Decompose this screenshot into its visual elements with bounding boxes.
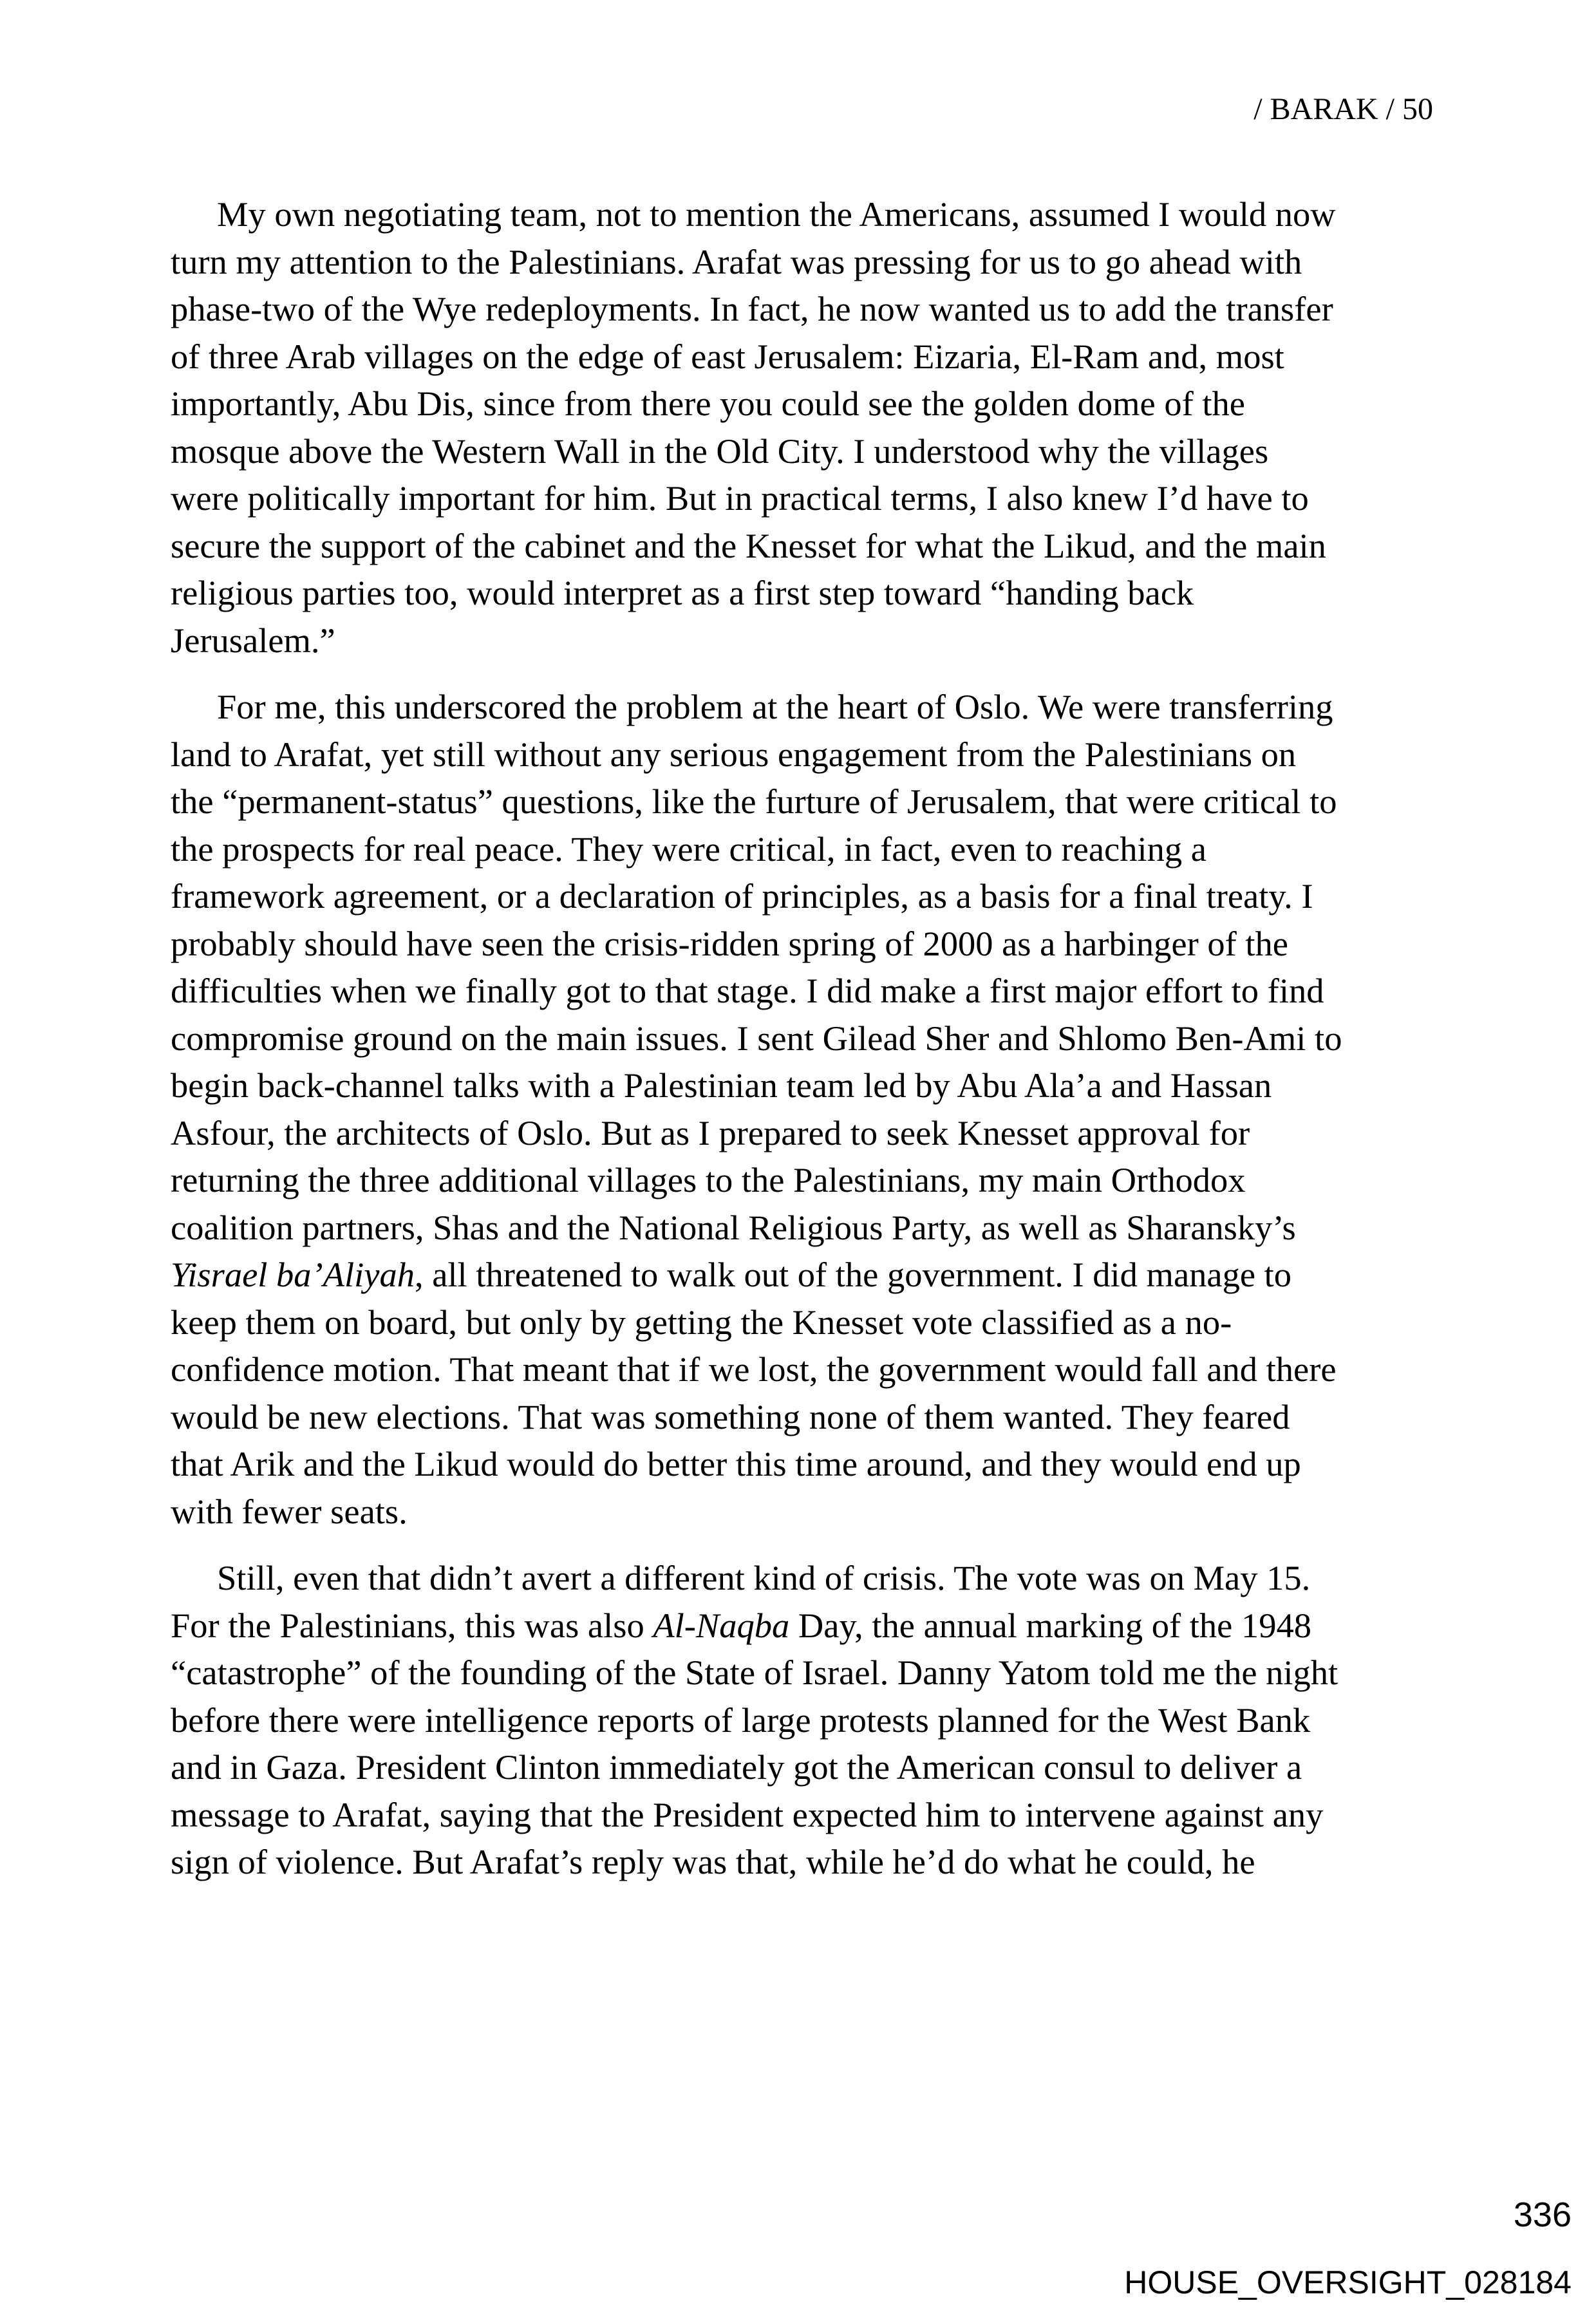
text-line [171,522,1452,570]
text-segment: For the Palestinians, this was also [171,1605,653,1645]
text-line [171,1440,1452,1488]
text-line [171,920,1452,968]
text-segment: compromise ground on the main issues. I sent Gilead Sher and Shlomo Ben-Ami to [171,1018,1342,1058]
text-line [171,569,1452,617]
text-line [171,778,1452,825]
text-segment: confidence motion. That meant that if we lost, the government would fall and there [171,1349,1337,1389]
text-segment: framework agreement, or a declaration of principles, as a basis for a final treaty. I [171,876,1313,916]
text-segment: the prospects for real peace. They were critical, in fact, even to reaching a [171,829,1206,869]
text-segment: keep them on board, but only by getting the Knesset vote classified as a no- [171,1302,1232,1342]
text-segment: that Arik and the Likud would do better this time around, and they would end up [171,1444,1301,1483]
text-line [171,191,1452,238]
text-segment: begin back-channel talks with a Palestinian team led by Abu Ala’a and Hassan [171,1066,1272,1105]
text-segment: phase-two of the Wye redeployments. In fact, he now wanted us to add the transfer [171,289,1333,328]
text-line [171,1649,1452,1697]
text-segment: of three Arab villages on the edge of east Jerusalem: Eizaria, El-Ram and, most [171,336,1284,376]
text-segment: sign of violence. But Arafat’s reply was that, while he’d do what he could, he [171,1842,1255,1881]
text-segment: “catastrophe” of the founding of the State of Israel. Danny Yatom told me the night [171,1653,1338,1692]
page-number: 336 [1513,2195,1572,2234]
text-segment: Asfour, the architects of Oslo. But as I prepared to seek Knesset approval for [171,1113,1250,1152]
text-line [171,1109,1452,1157]
text-line [171,1156,1452,1204]
running-header: / BARAK / 50 [1253,92,1433,126]
text-segment: Day, the annual marking of the 1948 [789,1605,1311,1645]
text-segment: were politically important for him. But in practical terms, I also knew I’d have to [171,478,1309,518]
text-line [171,1554,1452,1602]
text-segment: importantly, Abu Dis, since from there you could see the golden dome of the [171,384,1245,423]
text-line [171,1838,1452,1886]
text-segment: message to Arafat, saying that the President expected him to intervene against any [171,1794,1324,1834]
text-line [171,285,1452,333]
italic-text: Yisrael ba’Aliyah [171,1255,415,1294]
text-segment: coalition partners, Shas and the National Religious Party, as well as Sharansky’s [171,1207,1296,1247]
text-segment: secure the support of the cabinet and the Knesset for what the Likud, and the main [171,525,1326,565]
italic-text: Al-Naqba [653,1605,790,1645]
text-segment: before there were intelligence reports of large protests planned for the West Bank [171,1700,1311,1740]
text-line [171,1204,1452,1252]
text-line [171,1744,1452,1791]
text-segment: religious parties too, would interpret as a first step toward “handing back [171,573,1194,612]
text-segment: returning the three additional villages to the Palestinians, my main Orthodox [171,1160,1246,1199]
text-line [171,428,1452,475]
text-segment: , all threatened to walk out of the government. I did manage to [414,1255,1292,1294]
text-line [171,1697,1452,1744]
text-segment: probably should have seen the crisis-ridden spring of 2000 as a harbinger of the [171,923,1288,963]
paragraph [171,683,1452,1535]
text-segment: For me, this underscored the problem at the heart of Oslo. We were transferring [217,687,1333,726]
text-segment: difficulties when we finally got to that stage. I did make a first major effort to find [171,971,1324,1010]
text-segment: and in Gaza. President Clinton immediately got the American consul to deliver a [171,1747,1302,1787]
text-segment: mosque above the Western Wall in the Old City. I understood why the villages [171,431,1269,471]
text-line [171,617,1452,664]
text-line [171,1791,1452,1839]
text-line [171,967,1452,1015]
text-line [171,475,1452,522]
text-segment: Still, even that didn’t avert a different kind of crisis. The vote was on May 15. [217,1558,1311,1597]
text-line [171,1488,1452,1536]
paragraph [171,1554,1452,1886]
text-line [171,872,1452,920]
text-segment: with fewer seats. [171,1491,408,1531]
text-line [171,380,1452,428]
text-line [171,1251,1452,1299]
text-line [171,1015,1452,1062]
text-line [171,825,1452,873]
text-line [171,1602,1452,1650]
text-line [171,333,1452,381]
text-line [171,1346,1452,1393]
text-segment: turn my attention to the Palestinians. Arafat was pressing for us to go ahead with [171,241,1302,281]
text-line [171,683,1452,731]
text-segment: would be new elections. That was something none of them wanted. They feared [171,1396,1290,1436]
text-segment: the “permanent-status” questions, like the furture of Jerusalem, that were critical to [171,782,1337,821]
text-line [171,1299,1452,1346]
text-segment: land to Arafat, yet still without any serious engagement from the Palestinians on [171,734,1297,774]
text-segment: My own negotiating team, not to mention the Americans, assumed I would now [217,194,1336,234]
text-line [171,731,1452,778]
text-segment: Jerusalem.” [171,620,335,660]
text-line [171,1062,1452,1109]
text-line [171,238,1452,286]
body-text [171,191,1452,1905]
paragraph [171,191,1452,664]
bates-stamp: HOUSE_OVERSIGHT_028184 [1124,2264,1572,2300]
text-line [171,1393,1452,1441]
